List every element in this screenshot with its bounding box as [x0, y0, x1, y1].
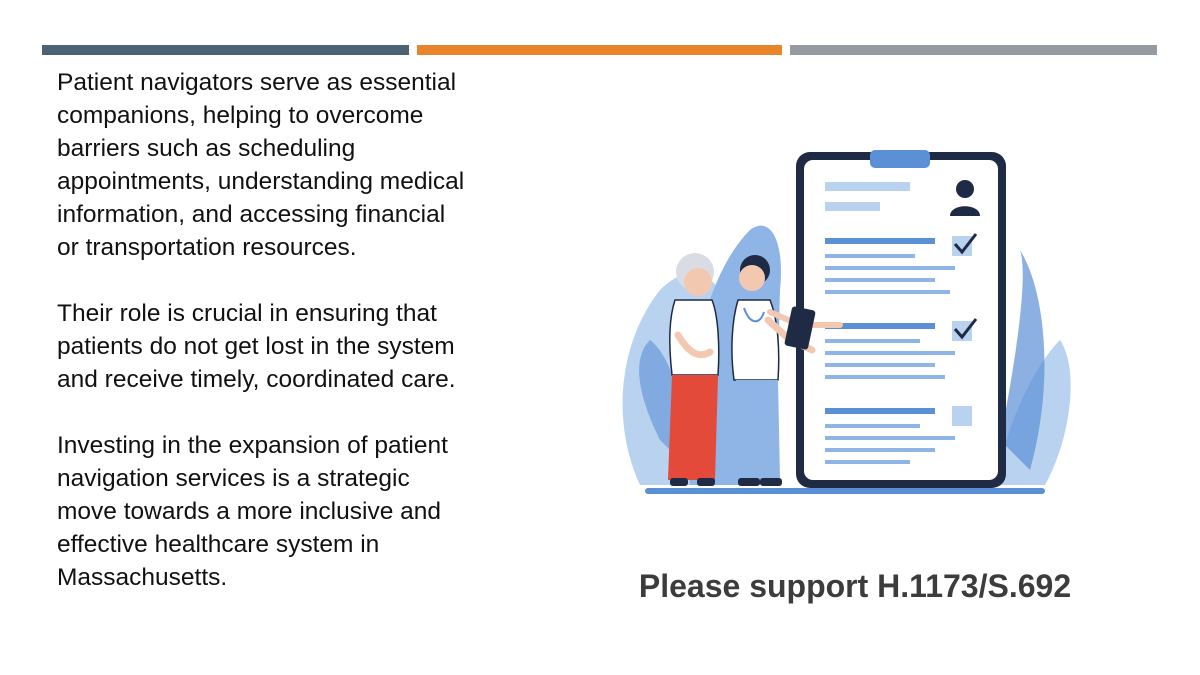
- checkbox-icon: [952, 406, 972, 426]
- ground-line: [645, 488, 1045, 494]
- call-to-action: Please support H.1173/S.692: [638, 568, 1072, 604]
- header-accent-bars: [0, 45, 1200, 55]
- paragraph-intro: Patient navigators serve as essential companions, helping to overcome barriers such as scheduling appointments, understanding medical information, and accessing financial or transportation resources.: [57, 69, 465, 261]
- patient-navigator-illustration: [600, 140, 1080, 505]
- accent-bar-orange: [417, 45, 782, 55]
- paragraph-role: Their role is crucial in ensuring that patients do not get lost in the system and receive timely, coordinated care.: [57, 300, 456, 393]
- body-text: [57, 66, 537, 594]
- accent-bar-slate: [42, 45, 409, 55]
- illustration-svg: [600, 140, 1080, 505]
- paragraph-investment: Investing in the expansion of patient navigation services is a strategic move towards a more inclusive and effective healthcare system in Massachusetts.: [57, 432, 448, 591]
- accent-bar-gray: [790, 45, 1157, 55]
- clipboard-icon: [796, 150, 1006, 488]
